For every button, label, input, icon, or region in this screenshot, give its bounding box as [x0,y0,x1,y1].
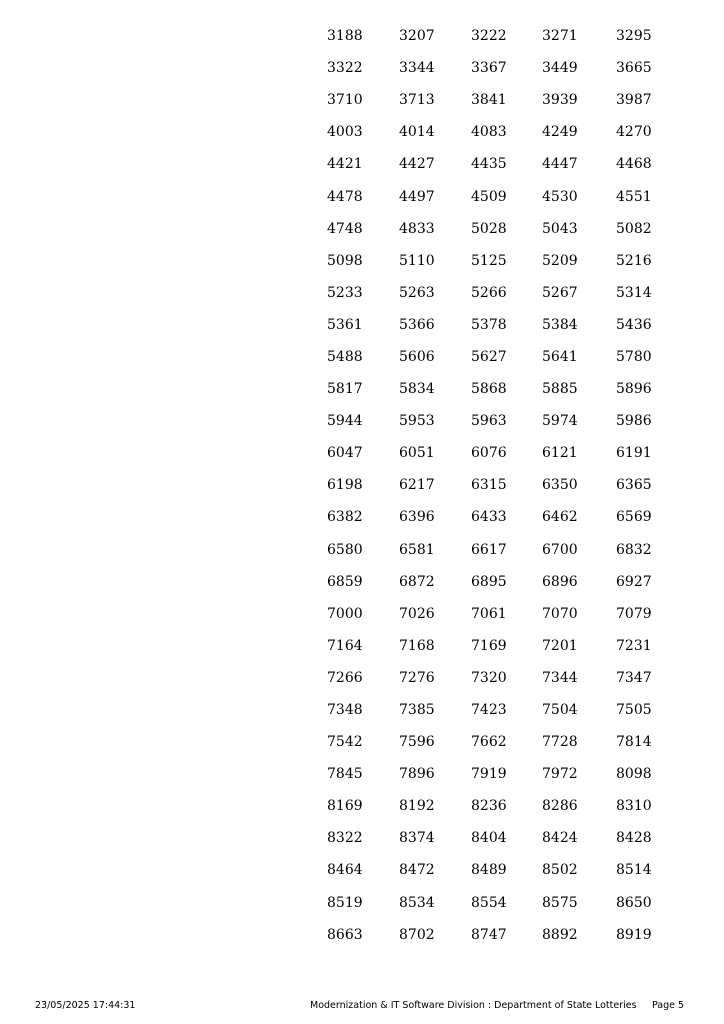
number-cell: 8192 [399,798,435,815]
number-cell: 6396 [399,509,435,526]
number-cell: 4447 [542,156,578,173]
number-cell: 5834 [399,381,435,398]
table-row [306,277,666,309]
number-cell: 4003 [327,124,363,141]
table-row [306,245,666,277]
number-cell: 5627 [471,348,507,365]
number-cell: 7596 [399,734,435,751]
number-cell: 5963 [471,413,507,430]
table-row [306,598,666,630]
number-cell: 8236 [471,798,507,815]
table-row [306,309,666,341]
number-cell: 8702 [399,926,435,943]
number-cell: 3939 [542,92,578,109]
number-cell: 6365 [616,477,652,494]
number-cell: 7504 [542,702,578,719]
table-row [306,919,666,951]
number-cell: 6580 [327,541,363,558]
number-cell: 3344 [399,60,435,77]
number-cell: 7728 [542,734,578,751]
table-row [306,469,666,501]
number-cell: 6217 [399,477,435,494]
number-cell: 6927 [616,573,652,590]
number-cell: 7344 [542,669,578,686]
number-cell: 7026 [399,605,435,622]
table-row [306,437,666,469]
number-cell: 8514 [616,862,652,879]
number-cell: 7385 [399,702,435,719]
number-cell: 5267 [542,284,578,301]
number-cell: 8502 [542,862,578,879]
number-cell: 6076 [471,445,507,462]
number-cell: 5028 [471,220,507,237]
number-cell: 6896 [542,573,578,590]
table-row [306,758,666,790]
number-cell: 5953 [399,413,435,430]
number-cell: 8663 [327,926,363,943]
number-cell: 5384 [542,316,578,333]
number-cell: 5125 [471,252,507,269]
table-row [306,373,666,405]
number-cell: 8464 [327,862,363,879]
table-row [306,662,666,694]
number-cell: 5944 [327,413,363,430]
number-cell: 4509 [471,188,507,205]
number-cell: 8098 [616,766,652,783]
number-cell: 8892 [542,926,578,943]
number-cell: 6895 [471,573,507,590]
number-cell: 5098 [327,252,363,269]
table-row [306,822,666,854]
number-cell: 3367 [471,60,507,77]
number-cell: 4833 [399,220,435,237]
table-row [306,694,666,726]
number-cell: 5263 [399,284,435,301]
number-cell: 5233 [327,284,363,301]
number-cell: 4497 [399,188,435,205]
number-cell: 6617 [471,541,507,558]
number-cell: 5885 [542,381,578,398]
number-cell: 4014 [399,124,435,141]
number-cell: 6051 [399,445,435,462]
number-cell: 7000 [327,605,363,622]
number-cell: 8310 [616,798,652,815]
table-row [306,726,666,758]
table-row [306,534,666,566]
number-cell: 5366 [399,316,435,333]
number-cell: 5488 [327,348,363,365]
number-cell: 5266 [471,284,507,301]
table-row [306,116,666,148]
number-cell: 4083 [471,124,507,141]
number-cell: 7266 [327,669,363,686]
number-cell: 4551 [616,188,652,205]
number-cell: 6433 [471,509,507,526]
number-cell: 6872 [399,573,435,590]
page-footer [0,1000,724,1014]
number-cell: 5209 [542,252,578,269]
numbers-table [306,20,666,951]
number-cell: 8472 [399,862,435,879]
table-row [306,887,666,919]
number-cell: 4748 [327,220,363,237]
number-cell: 5868 [471,381,507,398]
number-cell: 8404 [471,830,507,847]
number-cell: 4421 [327,156,363,173]
number-cell: 3449 [542,60,578,77]
number-cell: 7505 [616,702,652,719]
number-cell: 5817 [327,381,363,398]
number-cell: 7542 [327,734,363,751]
number-cell: 5606 [399,348,435,365]
number-cell: 7168 [399,637,435,654]
table-row [306,405,666,437]
table-row [306,501,666,533]
number-cell: 3713 [399,92,435,109]
number-cell: 6198 [327,477,363,494]
number-cell: 5216 [616,252,652,269]
number-cell: 8322 [327,830,363,847]
number-cell: 5986 [616,413,652,430]
number-cell: 7320 [471,669,507,686]
number-cell: 5314 [616,284,652,301]
number-cell: 4427 [399,156,435,173]
number-cell: 7061 [471,605,507,622]
number-cell: 5361 [327,316,363,333]
number-cell: 3841 [471,92,507,109]
number-cell: 8424 [542,830,578,847]
number-cell: 7231 [616,637,652,654]
number-cell: 8575 [542,894,578,911]
number-cell: 7164 [327,637,363,654]
number-cell: 5974 [542,413,578,430]
number-cell: 6382 [327,509,363,526]
number-cell: 7896 [399,766,435,783]
number-cell: 5641 [542,348,578,365]
number-cell: 8169 [327,798,363,815]
number-cell: 8489 [471,862,507,879]
number-cell: 7079 [616,605,652,622]
number-cell: 7919 [471,766,507,783]
number-cell: 5110 [399,252,435,269]
number-cell: 6191 [616,445,652,462]
number-cell: 8919 [616,926,652,943]
table-row [306,20,666,52]
number-cell: 6700 [542,541,578,558]
number-cell: 3295 [616,28,652,45]
table-row [306,180,666,212]
number-cell: 8286 [542,798,578,815]
number-cell: 6462 [542,509,578,526]
number-cell: 5043 [542,220,578,237]
number-cell: 6121 [542,445,578,462]
table-row [306,52,666,84]
number-cell: 4270 [616,124,652,141]
table-row [306,84,666,116]
number-cell: 4435 [471,156,507,173]
number-cell: 4530 [542,188,578,205]
number-cell: 8747 [471,926,507,943]
table-row [306,566,666,598]
number-cell: 6315 [471,477,507,494]
number-cell: 6350 [542,477,578,494]
number-cell: 7814 [616,734,652,751]
number-cell: 4478 [327,188,363,205]
number-cell: 7348 [327,702,363,719]
number-cell: 7662 [471,734,507,751]
number-cell: 3207 [399,28,435,45]
number-cell: 7169 [471,637,507,654]
table-row [306,630,666,662]
number-cell: 5780 [616,348,652,365]
number-cell: 3222 [471,28,507,45]
numbers-table-body [306,20,666,951]
number-cell: 6859 [327,573,363,590]
number-cell: 8428 [616,830,652,847]
number-cell: 4468 [616,156,652,173]
number-cell: 5436 [616,316,652,333]
number-cell: 6569 [616,509,652,526]
table-row [306,213,666,245]
number-cell: 7972 [542,766,578,783]
number-cell: 7845 [327,766,363,783]
number-cell: 3987 [616,92,652,109]
number-cell: 6581 [399,541,435,558]
number-cell: 3271 [542,28,578,45]
number-cell: 6832 [616,541,652,558]
number-cell: 7070 [542,605,578,622]
number-cell: 7423 [471,702,507,719]
number-cell: 3710 [327,92,363,109]
number-cell: 4249 [542,124,578,141]
number-cell: 5896 [616,381,652,398]
number-cell: 8650 [616,894,652,911]
footer-division: Modernization & IT Software Division : Department of State Lotteries [310,1000,637,1011]
number-cell: 8519 [327,894,363,911]
number-cell: 3665 [616,60,652,77]
number-cell: 8534 [399,894,435,911]
table-row [306,854,666,886]
number-cell: 3322 [327,60,363,77]
number-cell: 6047 [327,445,363,462]
number-cell: 8554 [471,894,507,911]
number-cell: 3188 [327,28,363,45]
footer-timestamp: 23/05/2025 17:44:31 [35,1000,136,1011]
number-cell: 5378 [471,316,507,333]
footer-page-number: Page 5 [652,1000,685,1011]
table-row [306,790,666,822]
table-row [306,341,666,373]
number-cell: 7347 [616,669,652,686]
number-cell: 8374 [399,830,435,847]
number-cell: 7276 [399,669,435,686]
table-row [306,148,666,180]
number-cell: 7201 [542,637,578,654]
number-cell: 5082 [616,220,652,237]
